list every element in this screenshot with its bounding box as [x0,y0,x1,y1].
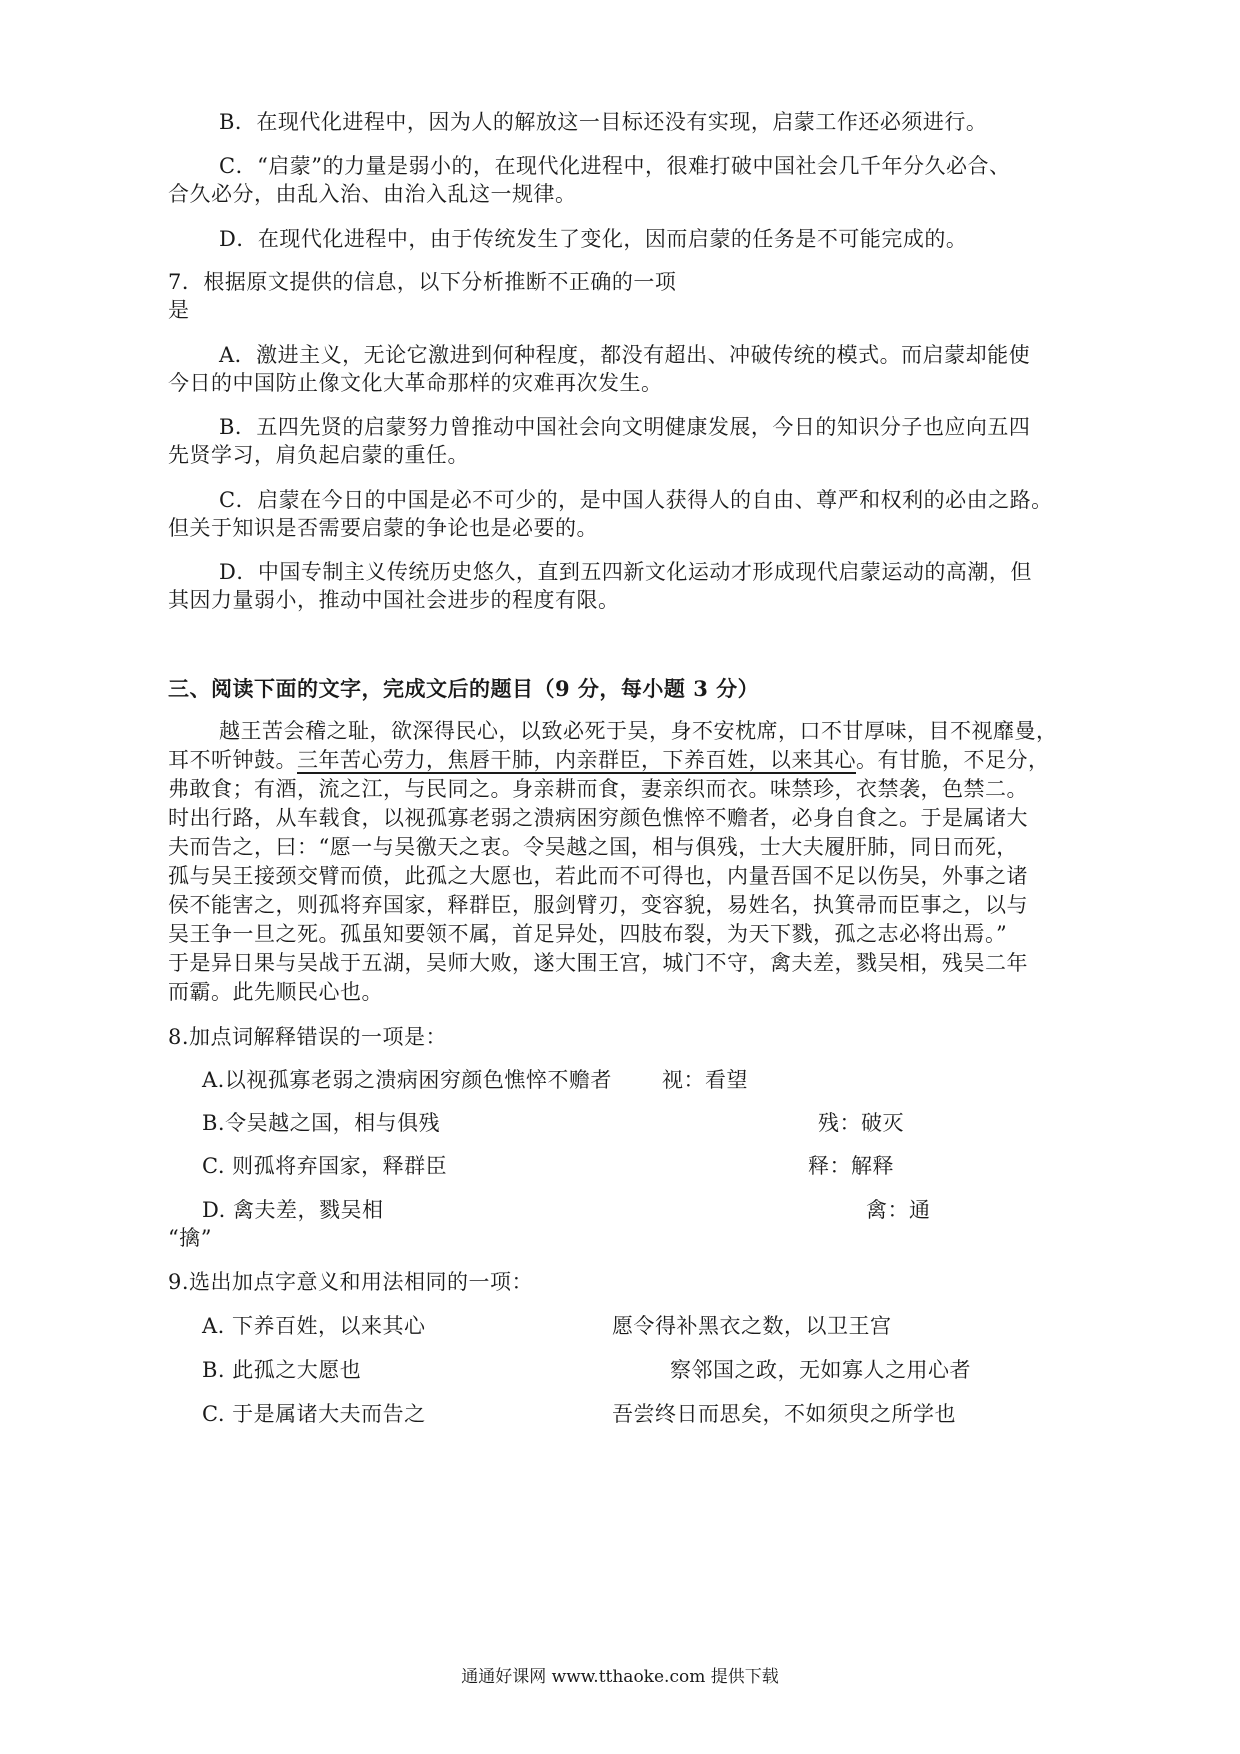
q9-option-a: A. 下养百姓，以来其心 [202,1314,426,1338]
q7-option-d-line2: 其因力量弱小，推动中国社会进步的程度有限。 [168,588,620,612]
page-footer: 通通好课网 www.tthaoke.com 提供下载 [461,1667,779,1687]
passage-line-9: 于是异日果与吴战于五湖，吴师大败，遂大围王宫，城门不守，禽夫差，戮吴相，残吴二年 [168,951,1028,975]
passage-line-2 [168,746,1050,774]
passage-line-10: 而霸。此先顺民心也。 [168,980,383,1004]
passage-line-1: 越王苦会稽之耻，欲深得民心，以致必死于吴，身不安枕席，口不甘厚味，目不视靡曼， [219,719,1058,743]
q8-option-c: C. 则孤将弃国家，释群臣 [202,1154,448,1178]
q9-option-c: C. 于是属诸大夫而告之 [202,1402,426,1426]
q9-option-a-right: 愿令得补黑衣之数，以卫王宫 [612,1314,892,1338]
passage-line-2-end: 。有甘脆，不足分， [856,748,1050,772]
q9-option-c-right: 吾尝终日而思矣，不如须臾之所学也 [612,1402,956,1426]
q9-stem: 9.选出加点字意义和用法相同的一项： [168,1270,534,1294]
q7-stem-line2: 是 [168,298,190,322]
section-3-heading: 三、阅读下面的文字，完成文后的题目（9 分，每小题 3 分） [168,676,760,701]
q8-option-b-note: 残：破灭 [818,1111,904,1135]
q9-option-b: B. 此孤之大愿也 [202,1358,362,1382]
passage-line-7: 侯不能害之，则孤将弃国家，释群臣，服剑臂刃，变容貌，易姓名，执箕帚而臣事之，以与 [168,893,1028,917]
q6-option-b: B．在现代化进程中，因为人的解放这一目标还没有实现，启蒙工作还必须进行。 [219,110,988,134]
q8-option-d: D. 禽夫差，戮吴相 [202,1198,384,1222]
passage-line-4: 时出行路，从车载食，以视孤寡老弱之溃病困穷颜色憔悴不赡者，必身自食之。于是属诸大 [168,806,1028,830]
passage-line-6: 孤与吴王接颈交臂而偾，此孤之大愿也，若此而不可得也，内量吾国不足以伤吴，外事之诸 [168,864,1028,888]
q8-option-d-note-continued: “擒” [168,1226,212,1250]
q8-option-a-note: 视：看望 [662,1068,748,1092]
q7-option-d-line1: D．中国专制主义传统历史悠久，直到五四新文化运动才形成现代启蒙运动的高潮，但 [219,560,1032,584]
passage-line-3: 弗敢食；有酒，流之江，与民同之。身亲耕而食，妻亲织而衣。味禁珍，衣禁袭，色禁二。 [168,777,1028,801]
q7-option-b-line1: B．五四先贤的启蒙努力曾推动中国社会向文明健康发展，今日的知识分子也应向五四 [219,415,1031,439]
q9-option-b-right: 察邻国之政，无如寡人之用心者 [670,1358,971,1382]
passage-line-2-start: 耳不听钟鼓。 [168,748,297,772]
q7-option-c-line2: 但关于知识是否需要启蒙的争论也是必要的。 [168,516,598,540]
q6-option-d: D．在现代化进程中，由于传统发生了变化，因而启蒙的任务是不可能完成的。 [219,227,968,251]
q7-option-a-line1: A．激进主义，无论它激进到何种程度，都没有超出、冲破传统的模式。而启蒙却能使 [219,343,1031,367]
q7-option-c-line1: C．启蒙在今日的中国是必不可少的，是中国人获得人的自由、尊严和权利的必由之路。 [219,488,1053,512]
q8-option-c-note: 释：解释 [808,1154,894,1178]
q8-option-d-note: 禽：通 [866,1198,931,1222]
q7-option-b-line2: 先贤学习，肩负起启蒙的重任。 [168,443,469,467]
q6-option-c-line2: 合久必分，由乱入治、由治入乱这一规律。 [168,182,577,206]
q8-option-a: A.以视孤寡老弱之溃病困穷颜色憔悴不赡者 [202,1068,612,1092]
q7-stem-line1: 7．根据原文提供的信息，以下分析推断不正确的一项 [168,270,677,294]
passage-underlined-sentence: 三年苦心劳力，焦唇干肺，内亲群臣，下养百姓，以来其心 [297,748,856,772]
q7-option-a-line2: 今日的中国防止像文化大革命那样的灾难再次发生。 [168,371,663,395]
q8-stem: 8.加点词解释错误的一项是： [168,1025,448,1049]
q8-option-b: B.令吴越之国，相与俱残 [202,1111,441,1135]
q6-option-c-line1: C．“启蒙”的力量是弱小的，在现代化进程中，很难打破中国社会几千年分久必合、 [219,154,1011,178]
passage-line-8: 吴王争一旦之死。孤虽知要领不属，首足异处，四肢布裂，为天下戮，孤之志必将出焉。” [168,922,1008,946]
passage-line-5: 夫而告之，曰：“愿一与吴徼天之衷。令吴越之国，相与俱残，士大夫履肝肺，同日而死， [168,835,1018,859]
